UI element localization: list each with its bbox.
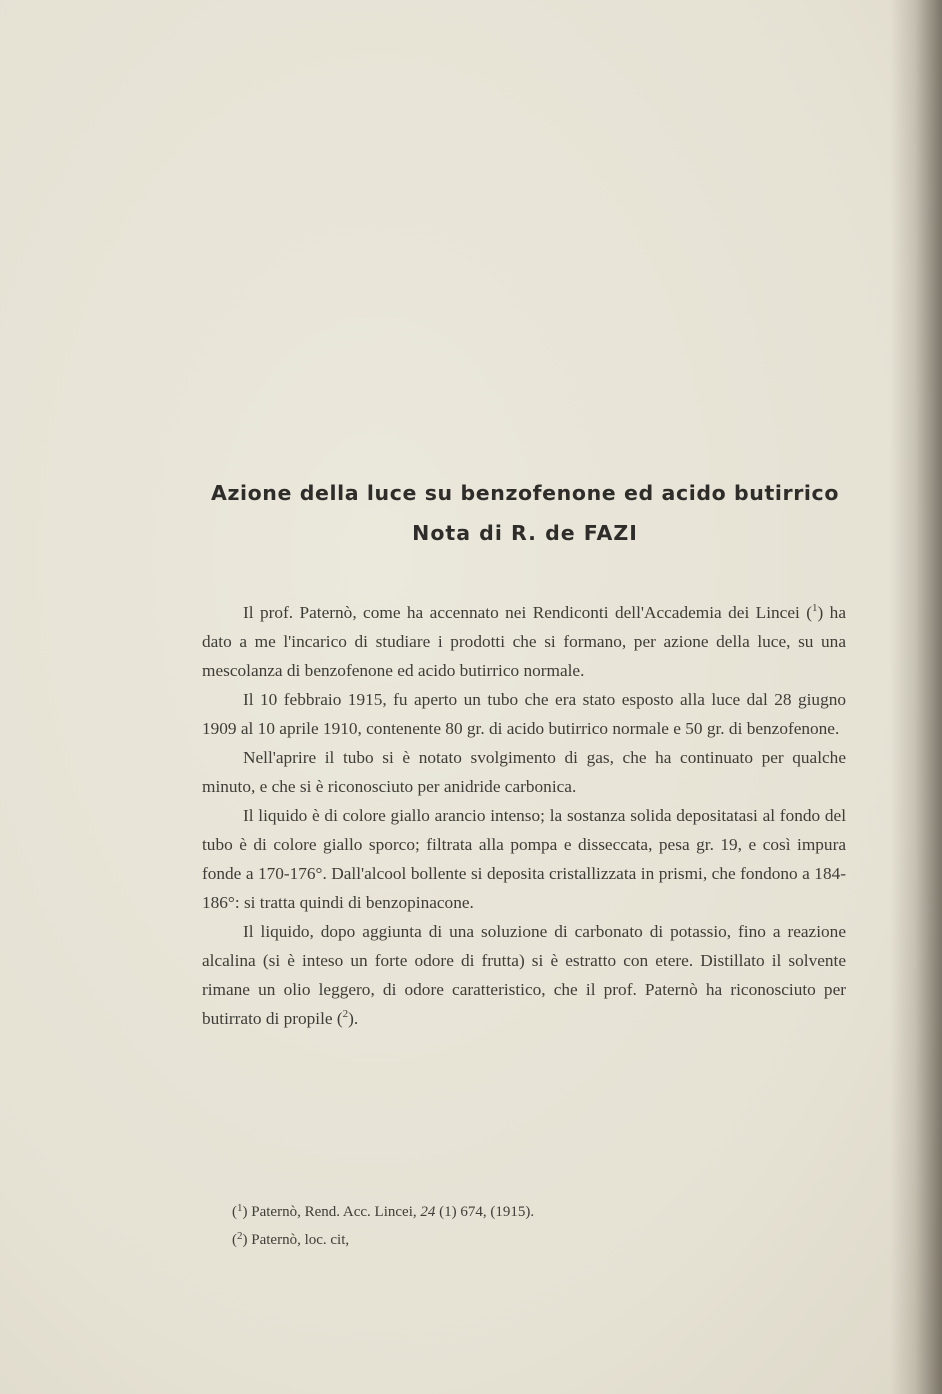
footnote-mark: 1: [237, 1202, 243, 1214]
body-paragraph: Nell'aprire il tubo si è notato svolgimento di gas, che ha continuato per qualche minuto, e che si è riconosciuto per anidride carbonica.: [202, 748, 846, 796]
paragraph-text: Il liquido, dopo aggiunta di una soluzione di carbonato di potassio, fino a reazione alcalina (si è inteso un forte odore di frutta) si è estratto con etere. Distillato il solvente rimane un olio leggero, di odore caratteristico, che il prof. Paternò ha riconosciuto per butirrato di propile (: [202, 922, 846, 1028]
paragraph-text: ) ha dato a me l'incarico di studiare i prodotti che si formano, per azione della luce, su una mescolanza di benzofenone ed acido butirrico normale.: [202, 603, 846, 680]
footnote: ($^1$) Paternò, Rend. Acc. Lincei, 24 (1) 674, (1915).: [232, 1202, 535, 1220]
footnote: ($^2$) Paternò, loc. cit,: [232, 1230, 350, 1248]
body-paragraph: [202, 917, 846, 1033]
footnote-reference: 2: [342, 1008, 349, 1021]
footnote-volume: 24: [420, 1204, 436, 1220]
paragraph-text: ).: [348, 1009, 359, 1028]
footnote-mark: 2: [237, 1230, 243, 1242]
body-paragraph: [202, 598, 846, 685]
footnote-text: Paternò, Rend. Acc. Lincei,: [251, 1204, 421, 1220]
body-paragraph: Il 10 febbraio 1915, fu aperto un tubo che era stato esposto alla luce dal 28 giugno 1909 al 10 aprile 1910, contenente 80 gr. di acido butirrico normale e 50 gr. di benzofenone.: [202, 690, 846, 738]
body-paragraph: Il liquido è di colore giallo arancio intenso; la sostanza solida depositatasi al fondo del tubo è di colore giallo sporco; filtrata alla pompa e disseccata, pesa gr. 19, e così impura fonde a 170-176°. Dall'alcool bollente si deposita cristallizzata in prismi, che fondono a 184-186°: si tratta quindi di benzopinacone.: [202, 806, 846, 912]
paragraph-text: Il prof. Paternò, come ha accennato nei Rendiconti dell'Accademia dei Lincei (: [243, 603, 812, 622]
article-body: [202, 598, 846, 1033]
footnote-text: (1) 674, (1915).: [435, 1204, 535, 1220]
footnote-text: Paternò, loc. cit,: [251, 1232, 350, 1248]
footnotes: [232, 1196, 832, 1252]
article-author-note: Nota di R. de FAZI: [412, 521, 638, 545]
footnote-reference: 1: [812, 602, 818, 615]
article-title: Azione della luce su benzofenone ed acido butirrico: [210, 481, 839, 505]
